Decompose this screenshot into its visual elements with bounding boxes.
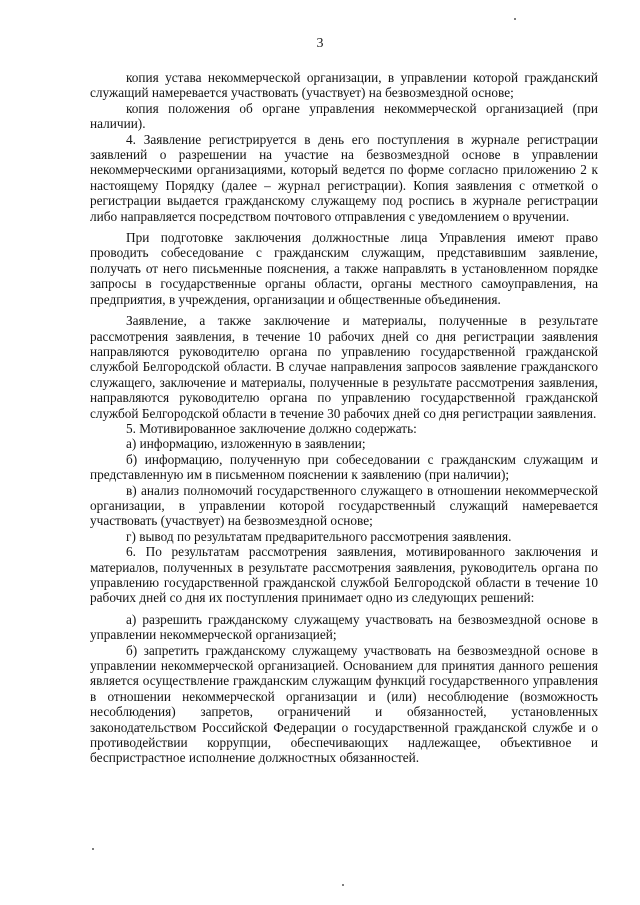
- paragraph-4-registration: 4. Заявление регистрируется в день его поступления в журнале регистрации заявлений о разрешении на участие на безвозмездной основе в управлении некоммерческими организациями, который ведется по форме согласно приложению 2 к настоящему Порядку (далее – журнал регистрации). Копия заявления с отметкой о регистрации выдается гражданскому служащему под роспись в журнале регистрации либо направляется посредством почтового отправления с уведомлением о вручении.: [90, 131, 598, 224]
- list-item-5v: в) анализ полномочий государственного служащего в отношении некоммерческой организации, в управлении которой государственный служащий намеревается участвовать (участвует) на безвозмездной основе;: [90, 482, 598, 529]
- scan-speck: [514, 18, 516, 20]
- paragraph-regulation-copy: копия положения об органе управления некоммерческой организацией (при наличии).: [90, 100, 598, 132]
- page-number: 3: [316, 36, 324, 51]
- paragraph-6-heading: 6. По результатам рассмотрения заявления, мотивированного заключения и материалов, полученных в результате рассмотрения заявления, руководитель органа по управлению государственной гражданской службой Белгородской области в течение 10 рабочих дней со дня их поступления принимает одно из следующих решений:: [90, 544, 598, 606]
- list-item-5b: б) информацию, полученную при собеседовании с гражданским служащим и представленную им в письменном пояснении к заявлению (при наличии);: [90, 451, 598, 483]
- list-item-6b: б) запретить гражданскому служащему участвовать на безвозмездной основе в управлении некоммерческой организацией. Основанием для принятия данного решения является осуществление гражданским служащим функций государственного управления в отношении некоммерческой организации и (или) несоблюдение (возможность несоблюдения) запретов, ограничений и обязанностей, установленных законодательством Российской Федерации о государственной гражданской службе и о противодействии коррупции, обеспечивающих надлежащее, объективное и беспристрастное исполнение должностных обязанностей.: [90, 642, 598, 766]
- paragraph-5-heading: 5. Мотивированное заключение должно содержать:: [126, 420, 417, 436]
- paragraph-charter-copy: копия устава некоммерческой организации, в управлении которой гражданский служащий намеревается участвовать (участвует) на безвозмездной основе;: [90, 70, 598, 101]
- scan-speck: [342, 884, 344, 886]
- paragraph-conclusion-preparation: При подготовке заключения должностные лица Управления имеют право проводить собеседование с гражданским служащим, представившим заявление, получать от него письменные пояснения, а также направлять в установленном порядке запросы в государственные органы области, органы местного самоуправления, на предприятия, в учреждения, организации и общественные объединения.: [90, 230, 598, 307]
- document-body: [90, 70, 598, 766]
- list-item-5g: г) вывод по результатам предварительного рассмотрения заявления.: [126, 528, 512, 544]
- list-item-6a: а) разрешить гражданскому служащему участвовать на безвозмездной основе в управлении некоммерческой организацией;: [90, 611, 598, 643]
- scan-speck: [92, 848, 94, 850]
- list-item-5a: а) информацию, изложенную в заявлении;: [126, 436, 366, 452]
- paragraph-forwarding: Заявление, а также заключение и материалы, полученные в результате рассмотрения заявления, в течение 10 рабочих дней со дня регистрации заявления направляются руководителю органа по управлению государственной гражданской службой Белгородской области. В случае направления запросов заявление гражданского служащего, заключение и материалы, полученные в результате рассмотрения заявления, направляются руководителю органа по управлению государственной гражданской службой Белгородской области в течение 30 рабочих дней со дня регистрации заявления.: [90, 313, 598, 421]
